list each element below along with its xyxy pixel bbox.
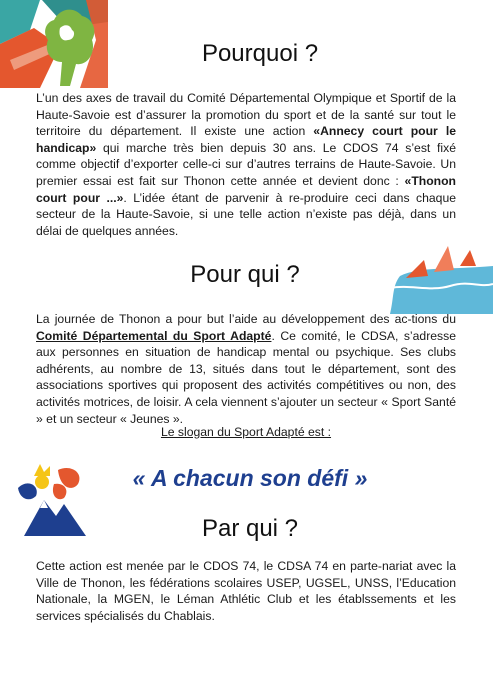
slogan-label-text: Le slogan du Sport Adapté est :: [160, 425, 332, 439]
paragraph-par-qui: [36, 558, 456, 624]
text-span: . Ce comité, le CDSA, s’adresse aux personnes en situation de handicap mental ou psychique. Ses clubs adhérents, au nombre de 13, situés dans tout le département, sont des associations sportives qui proposent des activités compétitives ou non, des activités motrices, de loisir. A cela viennent s’ajouter un secteur « Sport Santé » et un secteur « Jeunes ».: [36, 328, 456, 426]
cdsa-link-text: Comité Départemental du Sport Adapté: [36, 328, 272, 343]
paragraph-pourquoi: [36, 90, 456, 239]
sport-adapte-logo: [14, 460, 90, 538]
slogan-text: « A chacun son défi »: [132, 465, 368, 491]
bold-text: «Thonon court pour ...»: [36, 173, 456, 205]
paragraph-pour-qui: [36, 311, 456, 427]
text-span: Cette action est menée par le CDOS 74, le CDSA 74 en parte-nariat avec la Ville de Thonon, les fédérations scolaires USEP, UGSEL, UNSS, l’Education Nationale, la MGEN, le Léman Athlétic Club et les établssements et les services spécialisés du Chablais.: [36, 559, 456, 623]
slogan-label: [36, 425, 456, 439]
section-title-par-qui: Par qui ?: [201, 515, 299, 542]
text-span: . L’idée étant de parvenir à re-produire ceci dans chaque secteur de la Haute-Savoie, si une telle action n’existe pas déjà, dans un délai de quelques années.: [36, 190, 456, 238]
section-title-pour-qui: Pour qui ?: [190, 261, 300, 288]
section-title-pourquoi: Pourquoi ?: [201, 40, 319, 67]
text-span: qui marche très bien depuis 30 ans. Le CDOS 74 s’est fixé comme objectif d’exporter celle-ci sur d’autres terrains de Haute-Savoie. Un premier essai est fait sur Thonon cette année et devient donc :: [36, 140, 456, 188]
sailboats-illustration: [390, 236, 493, 314]
text-span: L’un des axes de travail du Comité Départemental Olympique et Sportif de la Haute-Savoie est d’assurer la promotion du sport et de la santé sur tout le territoire du département. Il existe une action: [36, 91, 456, 139]
cdos-logo-illustration: [0, 0, 108, 88]
text-span: La journée de Thonon a pour but l’aide au développement des ac-tions du: [36, 312, 456, 326]
bold-text: «Annecy court pour le handicap»: [36, 124, 456, 155]
